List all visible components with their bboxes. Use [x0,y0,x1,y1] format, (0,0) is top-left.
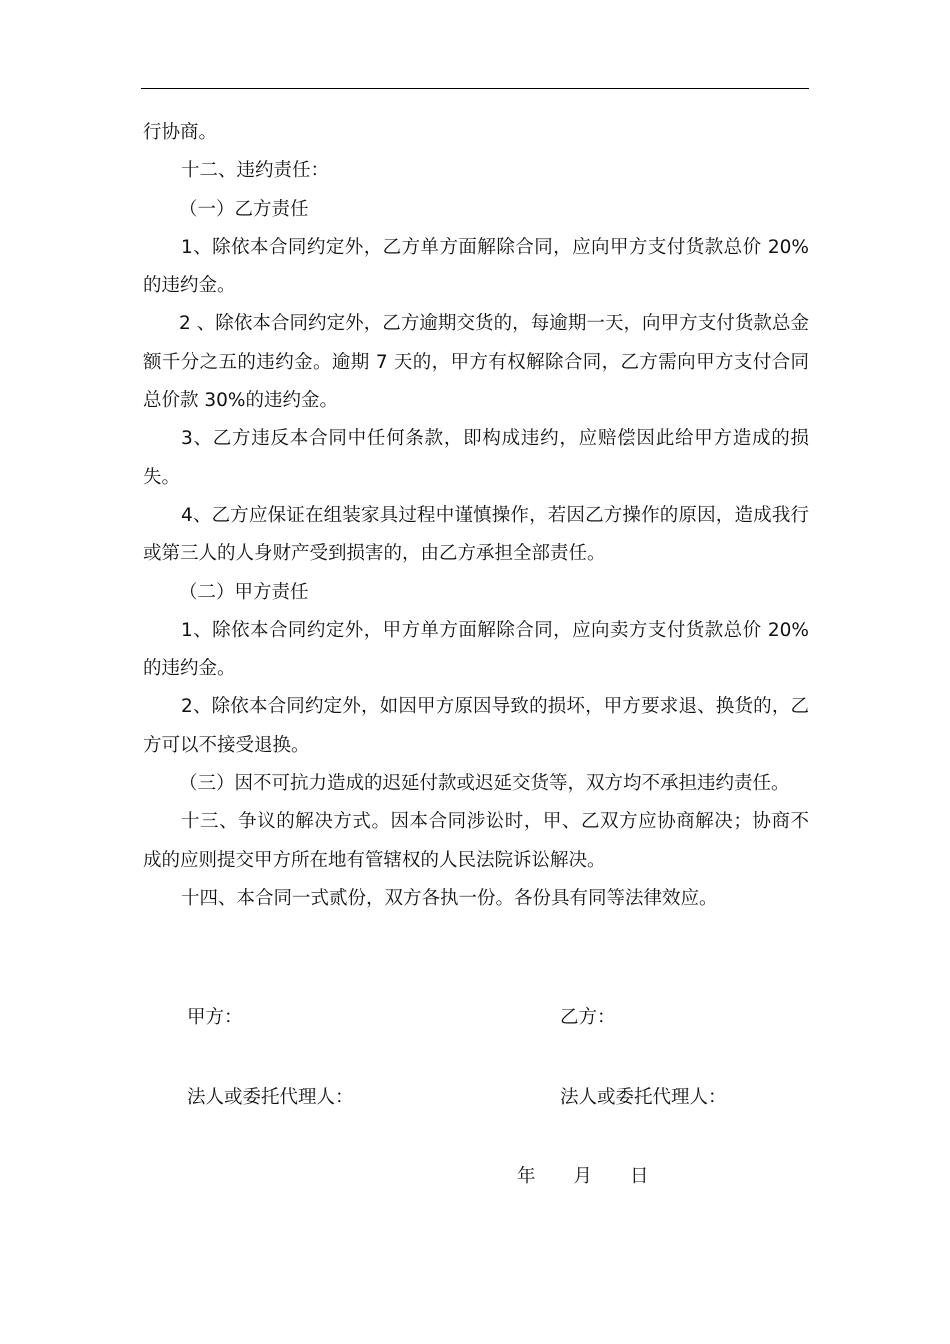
section-copies: 十四、本合同一式贰份，双方各执一份。各份具有同等法律效应。 [181,887,718,909]
date-day-label: 日 [630,1166,649,1187]
clause-b-4: 4、乙方应保证在组装家具过程中谨慎操作，若因乙方操作的原因，造成我行或第三人的人身财产受到损害的，由乙方承担全部责任。 [143,504,809,565]
clause-b-1: 1、除依本合同约定外，乙方单方面解除合同，应向甲方支付货款总价 20%的违约金。 [143,236,809,297]
section-heading-breach-liability: 十二、违约责任： [181,160,330,182]
party-a-representative-label: 法人或委托代理人： [187,1087,354,1108]
contract-body [143,114,809,918]
clause-force-majeure: （三）因不可抗力造成的迟延付款或迟延交货等，双方均不承担违约责任。 [179,773,790,795]
clause-a-1: 1、除依本合同约定外，甲方单方面解除合同，应向卖方支付货款总价 20%的违约金。 [143,619,809,680]
party-b-representative-label: 法人或委托代理人： [560,1087,727,1108]
date-year-label: 年 [517,1166,536,1187]
header-rule [141,88,809,89]
subsection-heading-party-b: （一）乙方责任 [179,198,309,220]
date-month-label: 月 [573,1166,593,1187]
party-b-label: 乙方： [560,1007,616,1028]
subsection-heading-party-a: （二）甲方责任 [179,581,309,603]
paragraph-continuation: 行协商。 [143,122,218,143]
clause-b-3: 3、乙方违反本合同中任何条款，即构成违约，应赔偿因此给甲方造成的损失。 [143,428,809,488]
section-dispute-resolution: 十三、争议的解决方式。因本合同涉讼时，甲、乙双方应协商解决；协商不成的应则提交甲方所在地有管辖权的人民法院诉讼解决。 [143,811,809,871]
signing-date [517,1164,649,1190]
clause-b-2: 2 、除依本合同约定外，乙方逾期交货的，每逾期一天，向甲方支付货款总金额千分之五的违约金。逾期 7 天的，甲方有权解除合同，乙方需向甲方支付合同总价款 30%的违约金。 [143,313,809,412]
clause-a-2: 2、除依本合同约定外，如因甲方原因导致的损坏，甲方要求退、换货的，乙方可以不接受退换。 [143,696,809,756]
party-a-label: 甲方： [187,1007,243,1028]
